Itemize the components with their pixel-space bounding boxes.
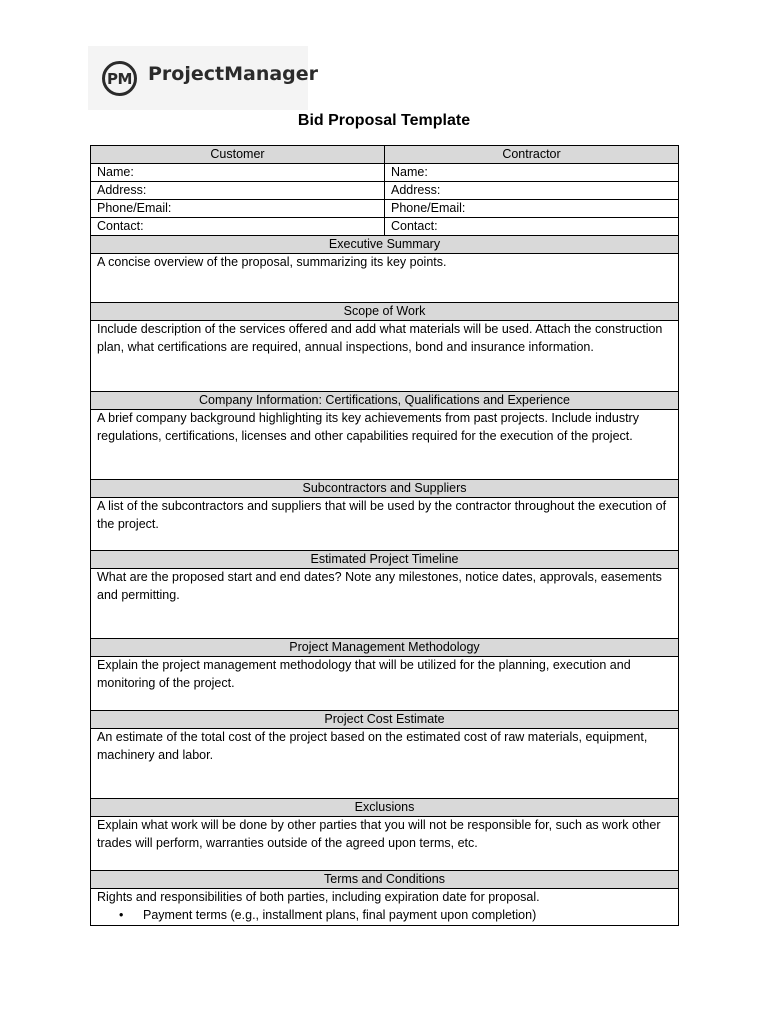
section-heading-subcontractors: Subcontractors and Suppliers [91, 480, 679, 498]
parties-header-row [91, 146, 679, 164]
proposal-table [90, 145, 679, 926]
customer-contact-field[interactable]: Contact: [91, 218, 385, 236]
section-body-terms[interactable] [91, 889, 679, 926]
section-heading-scope-of-work: Scope of Work [91, 303, 679, 321]
terms-bullet-list [97, 907, 672, 925]
logo-mark: PM [102, 61, 137, 96]
section-body-executive-summary[interactable]: A concise overview of the proposal, summarizing its key points. [91, 254, 679, 303]
projectmanager-logo [88, 46, 319, 110]
contractor-phone-email-field[interactable]: Phone/Email: [385, 200, 679, 218]
section-heading-methodology: Project Management Methodology [91, 639, 679, 657]
section-body-scope-of-work[interactable]: Include description of the services offered and add what materials will be used. Attach the construction plan, what certifications are required, annual inspections, bond and insurance information. [91, 321, 679, 392]
section-heading-timeline: Estimated Project Timeline [91, 551, 679, 569]
logo-wordmark: ProjectManager [148, 63, 319, 85]
contractor-name-field[interactable]: Name: [385, 164, 679, 182]
section-heading-cost-estimate: Project Cost Estimate [91, 711, 679, 729]
customer-header: Customer [91, 146, 385, 164]
customer-name-field[interactable]: Name: [91, 164, 385, 182]
contractor-address-field[interactable]: Address: [385, 182, 679, 200]
customer-phone-email-field[interactable]: Phone/Email: [91, 200, 385, 218]
contractor-contact-field[interactable]: Contact: [385, 218, 679, 236]
section-body-exclusions[interactable]: Explain what work will be done by other parties that you will not be responsible for, such as work other trades will perform, warranties outside of the agreed upon terms, etc. [91, 817, 679, 871]
section-heading-terms: Terms and Conditions [91, 871, 679, 889]
name-row [91, 164, 679, 182]
section-heading-exclusions: Exclusions [91, 799, 679, 817]
section-heading-company-information: Company Information: Certifications, Qualifications and Experience [91, 392, 679, 410]
terms-bullet-item: • Payment terms (e.g., installment plans, final payment upon completion) [143, 907, 672, 925]
section-body-methodology[interactable]: Explain the project management methodology that will be utilized for the planning, execution and monitoring of the project. [91, 657, 679, 711]
customer-address-field[interactable]: Address: [91, 182, 385, 200]
address-row [91, 182, 679, 200]
phone-email-row [91, 200, 679, 218]
section-body-timeline[interactable]: What are the proposed start and end dates? Note any milestones, notice dates, approvals, easements and permitting. [91, 569, 679, 639]
contact-row [91, 218, 679, 236]
page-title: Bid Proposal Template [297, 112, 471, 129]
section-heading-executive-summary: Executive Summary [91, 236, 679, 254]
section-body-cost-estimate[interactable]: An estimate of the total cost of the project based on the estimated cost of raw materials, equipment, machinery and labor. [91, 729, 679, 799]
section-body-subcontractors[interactable]: A list of the subcontractors and suppliers that will be used by the contractor throughout the execution of the project. [91, 498, 679, 551]
contractor-header: Contractor [385, 146, 679, 164]
terms-text: Rights and responsibilities of both parties, including expiration date for proposal. [97, 890, 540, 904]
section-body-company-information[interactable]: A brief company background highlighting its key achievements from past projects. Include industry regulations, certifications, licenses and other capabilities required for the execution of the project. [91, 410, 679, 480]
